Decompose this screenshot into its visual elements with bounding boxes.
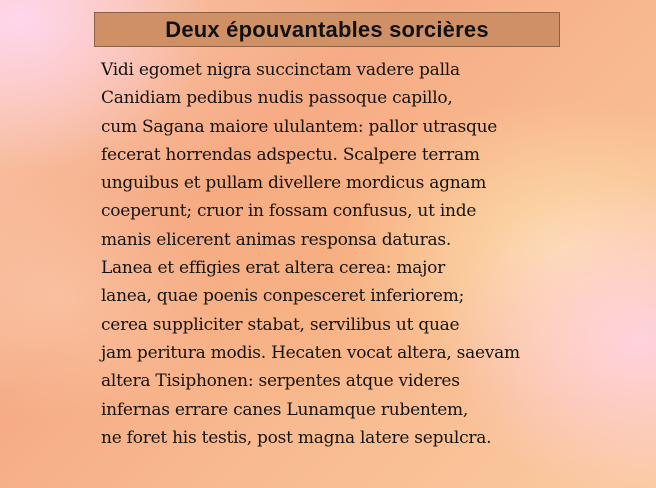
poem-line: altera Tisiphonen: serpentes atque videres [101,371,460,392]
poem-line: Lanea et effigies erat altera cerea: major [101,258,445,279]
poem-text [101,56,641,452]
title-banner [94,12,560,47]
poem-line: jam peritura modis. Hecaten vocat altera, saevam [101,342,520,363]
poem-line: unguibus et pullam divellere mordicus agnam [101,173,487,194]
poem-line: cum Sagana maiore ululantem: pallor utrasque [101,116,498,137]
poem-line: Vidi egomet nigra succinctam vadere palla [101,60,460,80]
poem-line: Canidiam pedibus nudis passoque capillo, [101,88,453,109]
page-title: Deux épouvantables sorcières [165,16,489,42]
poem-line: infernas errare canes Lunamque rubentem, [101,399,469,420]
poem-line: fecerat horrendas adspectu. Scalpere terram [101,144,480,165]
poem-line: ne foret his testis, post magna latere sepulcra. [101,427,492,448]
poem-line: cerea suppliciter stabat, servilibus ut quae [101,314,460,335]
poem-line: manis elicerent animas responsa daturas. [101,229,451,250]
poem-line: lanea, quae poenis conpesceret inferiorem; [101,286,465,307]
poem-line: coeperunt; cruor in fossam confusus, ut inde [101,201,477,222]
